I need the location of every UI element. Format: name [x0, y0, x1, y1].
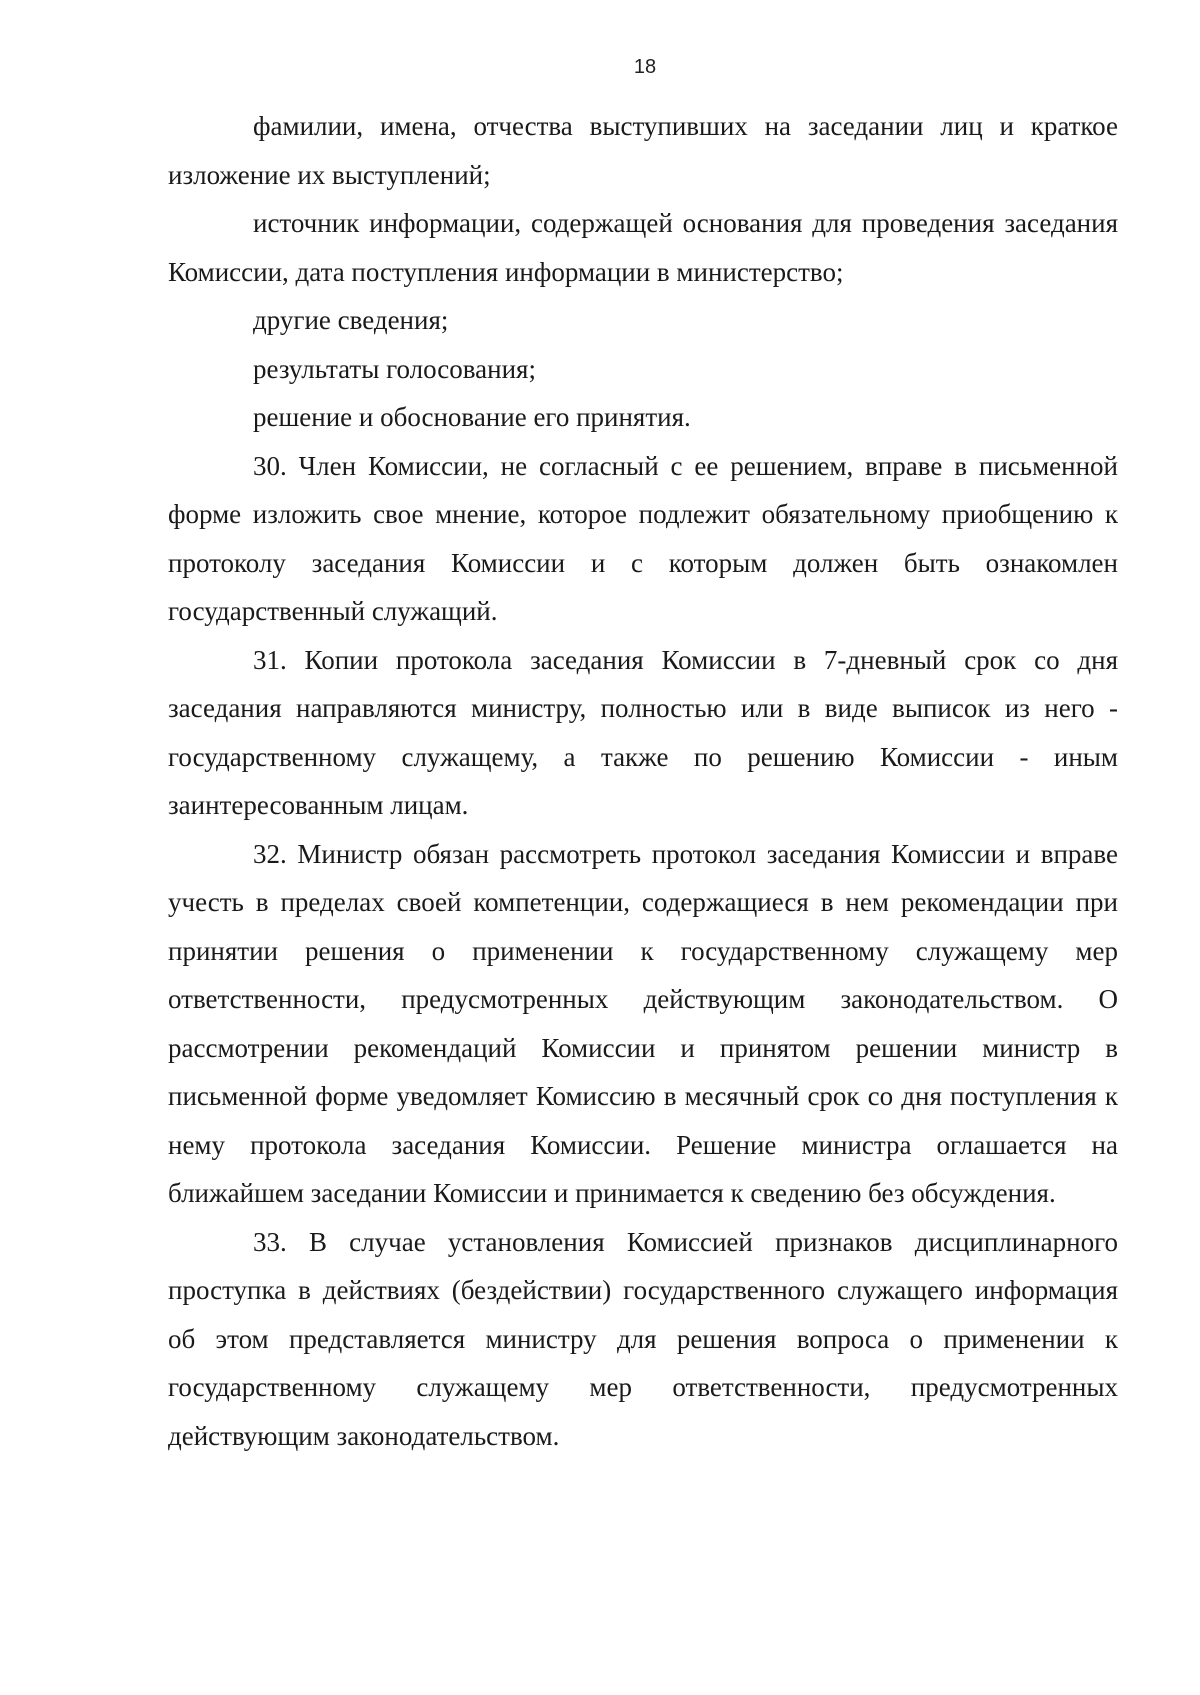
paragraph-other-info: другие сведения; [253, 305, 449, 335]
paragraph-32: 32. Министр обязан рассмотреть протокол заседания Комиссии и вправе учесть в пределах своей компетенции, содержащиеся в нем рекомендации при принятии решения о применении к государственному служащему мер ответственности, предусмотренных действующим законодательством. О рассмотрении рекомендаций Комиссии и принятом решении министр в письменной форме уведомляет Комиссию в месячный срок со дня поступления к нему протокола заседания Комиссии. Решение министра оглашается на ближайшем заседании Комиссии и принимается к сведению без обсуждения. [168, 838, 1118, 1208]
paragraph-source: источник информации, содержащей основания для проведения заседания Комиссии, дата поступления информации в министерство; [168, 208, 1118, 287]
paragraph-decision: решение и обоснование его принятия. [253, 402, 691, 432]
document-body [168, 102, 1118, 1460]
paragraph-31: 31. Копии протокола заседания Комиссии в 7-дневный срок со дня заседания направляются министру, полностью или в виде выписок из него - государственному служащему, а также по решению Комиссии - иным заинтересованным лицам. [168, 644, 1118, 820]
paragraph-33: 33. В случае установления Комиссией признаков дисциплинарного проступка в действиях (бездействии) государственного служащего информация об этом представляется министру для решения вопроса о применении к государственному служащему мер ответственности, предусмотренных действующим законодательством. [168, 1226, 1118, 1451]
paragraph-voting: результаты голосования; [253, 353, 536, 384]
paragraph-speakers: фамилии, имена, отчества выступивших на заседании лиц и краткое изложение их выступлений; [168, 111, 1118, 190]
paragraph-30: 30. Член Комиссии, не согласный с ее решением, вправе в письменной форме изложить свое мнение, которое подлежит обязательному приобщению к протоколу заседания Комиссии и с которым должен быть ознакомлен государственный служащий. [168, 450, 1118, 626]
page-number: 18 [633, 56, 657, 78]
